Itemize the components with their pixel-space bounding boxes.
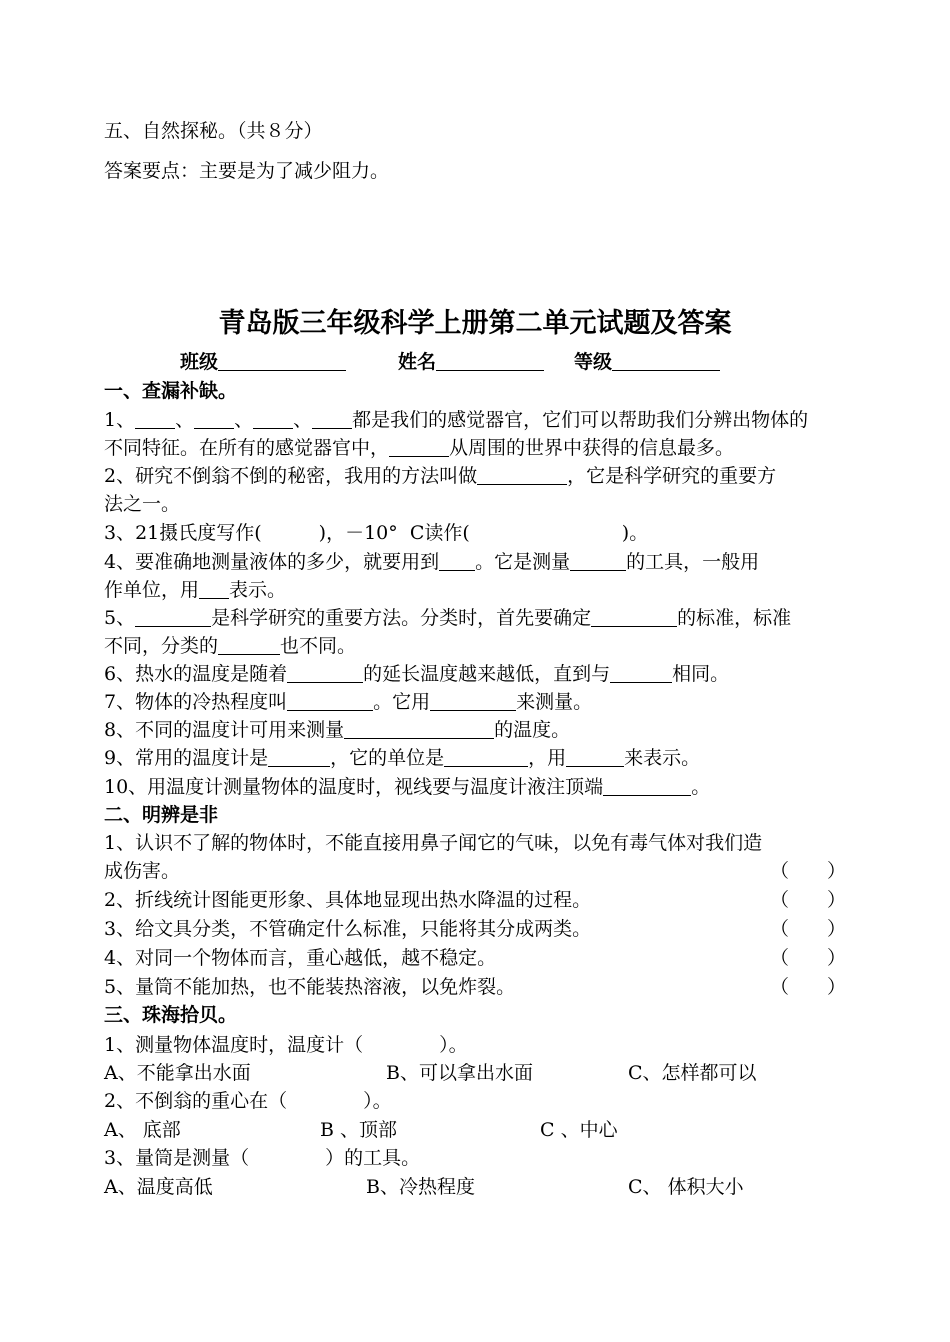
question-text: 成伤害。 [104, 860, 181, 882]
s1-q6 [104, 664, 729, 684]
s1-q10 [104, 777, 710, 797]
s1-q2-line2: 法之一。 [104, 493, 181, 515]
question-text: 的标准，标准 [677, 607, 792, 629]
q-number: 1、 [104, 409, 136, 431]
question-text: 9、常用的温度计是 [104, 747, 269, 769]
blank[interactable] [312, 410, 352, 429]
blank[interactable] [439, 552, 475, 571]
s1-q3: 3、21摄氏度写作( )，－10° C读作( )。 [104, 522, 649, 544]
s1-q4-line1 [104, 552, 759, 572]
blank[interactable] [610, 664, 672, 683]
question-text: 都是我们的感觉器官，它们可以帮助我们分辨出物体的 [352, 409, 809, 431]
question-text: 来测量。 [516, 691, 593, 713]
s1-q1-line1 [104, 410, 808, 430]
grade-blank[interactable] [612, 352, 720, 371]
question-text: 3、给文具分类，不管确定什么标准，只能将其分成两类。 [104, 918, 592, 940]
blank[interactable] [135, 410, 175, 429]
s2-q4 [104, 949, 846, 968]
question-text: 2、研究不倒翁不倒的秘密，我用的方法叫做 [104, 465, 478, 487]
s3-q2-option-c[interactable]: C 、中心 [540, 1119, 618, 1141]
question-text: 的延长温度越来越低，直到与 [363, 663, 611, 685]
blank[interactable] [389, 438, 449, 457]
s3-q3-option-c[interactable]: C、 体积大小 [628, 1176, 744, 1198]
question-text: 4、要准确地测量液体的多少，就要用到 [104, 551, 440, 573]
answer-parentheses[interactable]: （ ） [769, 889, 846, 911]
s1-q4-line2 [104, 580, 286, 600]
s1-q7 [104, 692, 592, 712]
blank[interactable] [591, 608, 677, 627]
class-label: 班级 [180, 351, 219, 373]
blank[interactable] [287, 692, 373, 711]
question-text: ，用 [528, 747, 567, 769]
question-text: 也不同。 [280, 635, 357, 657]
s2-q3 [104, 920, 846, 939]
name-blank[interactable] [436, 352, 544, 371]
separator: 、 [293, 409, 313, 431]
question-text: ，它的单位是 [330, 747, 445, 769]
grade-field [574, 352, 720, 372]
question-text: 7、物体的冷热程度叫 [104, 691, 288, 713]
s2-q2 [104, 891, 846, 910]
blank[interactable] [253, 410, 293, 429]
s3-q3: 3、量筒是测量（ ）的工具。 [104, 1147, 421, 1169]
s1-q8 [104, 720, 570, 740]
section-1-heading: 一、查漏补缺。 [104, 380, 238, 402]
question-text: 的温度。 [494, 719, 571, 741]
s2-q1-line2 [104, 862, 846, 881]
blank[interactable] [430, 692, 516, 711]
s3-q1-option-c[interactable]: C、怎样都可以 [628, 1062, 757, 1084]
question-text: ，它是科学研究的重要方 [567, 465, 777, 487]
question-text: 2、折线统计图能更形象、具体地显现出热水降温的过程。 [104, 889, 592, 911]
answer-parentheses[interactable]: （ ） [769, 918, 846, 940]
s3-q3-option-a[interactable]: A、温度高低 [104, 1176, 213, 1198]
question-text: 的工具，一般用 [626, 551, 760, 573]
blank[interactable] [477, 466, 567, 485]
s3-q1-option-b[interactable]: B、可以拿出水面 [386, 1062, 533, 1084]
question-text: 。它是测量 [475, 551, 571, 573]
blank[interactable] [194, 410, 234, 429]
s3-q2-option-b[interactable]: B 、顶部 [320, 1119, 398, 1141]
blank[interactable] [287, 664, 363, 683]
s1-q5-line1 [104, 608, 791, 628]
s2-q1-line1: 1、认识不了解的物体时，不能直接用鼻子闻它的气味，以免有毒气体对我们造 [104, 832, 763, 854]
answer-text: 答案要点：主要是为了减少阻力。 [104, 160, 390, 182]
class-field [180, 352, 346, 372]
s1-q9 [104, 748, 700, 768]
blank[interactable] [444, 748, 528, 767]
grade-label: 等级 [574, 351, 613, 373]
blank[interactable] [344, 720, 494, 739]
answer-parentheses[interactable]: （ ） [769, 976, 846, 998]
question-text: 来表示。 [624, 747, 701, 769]
section-2-heading: 二、明辨是非 [104, 804, 219, 826]
page-title: 青岛版三年级科学上册第二单元试题及答案 [218, 308, 732, 339]
answer-parentheses[interactable]: （ ） [769, 947, 846, 969]
s3-q1: 1、测量物体温度时，温度计（ ）。 [104, 1034, 468, 1056]
question-text: 作单位，用 [104, 579, 200, 601]
name-label: 姓名 [398, 351, 437, 373]
s1-q5-line2 [104, 636, 356, 656]
question-text: 从周围的世界中获得的信息最多。 [449, 437, 735, 459]
section-3-heading: 三、珠海拾贝。 [104, 1004, 238, 1026]
s3-q2-option-a[interactable]: A、 底部 [104, 1119, 181, 1141]
separator: 、 [234, 409, 254, 431]
s2-q5 [104, 978, 846, 997]
question-text: 是科学研究的重要方法。分类时，首先要确定 [211, 607, 592, 629]
question-text: 相同。 [672, 663, 730, 685]
blank[interactable] [135, 608, 211, 627]
s3-q2: 2、不倒翁的重心在（ ）。 [104, 1090, 392, 1112]
separator: 、 [175, 409, 195, 431]
blank[interactable] [566, 748, 624, 767]
blank[interactable] [603, 777, 691, 796]
question-text: 不同特征。在所有的感觉器官中， [104, 437, 390, 459]
blank[interactable] [570, 552, 626, 571]
name-field [398, 352, 544, 372]
blank[interactable] [268, 748, 330, 767]
question-text: 。它用 [373, 691, 431, 713]
s1-q1-line2 [104, 438, 734, 458]
question-text: 4、对同一个物体而言，重心越低，越不稳定。 [104, 947, 497, 969]
s1-q2-line1 [104, 466, 776, 486]
question-text: 表示。 [229, 579, 287, 601]
answer-parentheses[interactable]: （ ） [769, 860, 846, 882]
question-text: 。 [691, 776, 711, 798]
class-blank[interactable] [218, 352, 346, 371]
blank[interactable] [199, 580, 229, 599]
s3-q1-option-a[interactable]: A、不能拿出水面 [104, 1062, 251, 1084]
s3-q3-option-b[interactable]: B、冷热程度 [366, 1176, 475, 1198]
question-text: 6、热水的温度是随着 [104, 663, 288, 685]
section-5-heading: 五、自然探秘。（共８分） [104, 120, 323, 142]
question-text: 5、量筒不能加热，也不能装热溶液，以免炸裂。 [104, 976, 516, 998]
question-text: 8、不同的温度计可用来测量 [104, 719, 345, 741]
blank[interactable] [218, 636, 280, 655]
question-text: 10、用温度计测量物体的温度时，视线要与温度计液注顶端 [104, 776, 604, 798]
q-number: 5、 [104, 607, 136, 629]
question-text: 不同，分类的 [104, 635, 219, 657]
